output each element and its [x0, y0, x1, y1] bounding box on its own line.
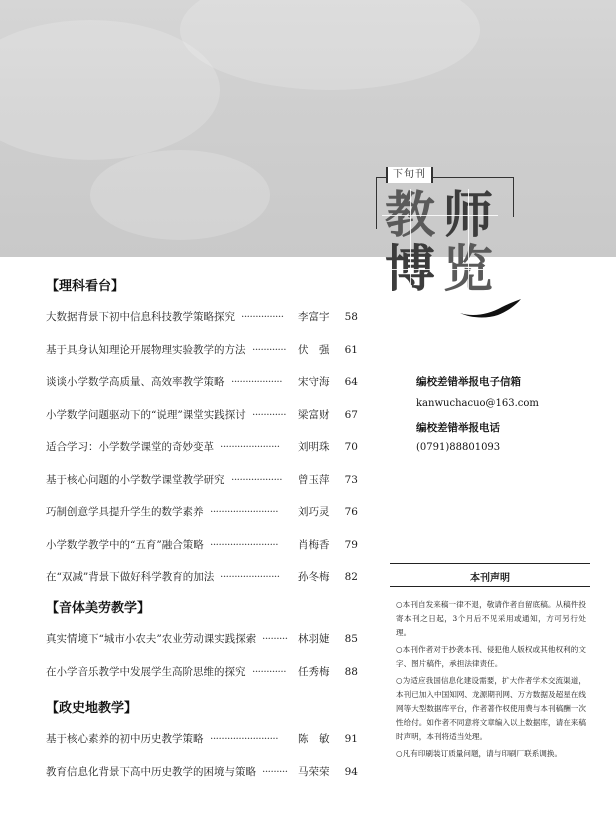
masthead: [376, 167, 516, 307]
brush-stroke-icon: [458, 297, 522, 319]
page-number: 67: [344, 408, 358, 421]
page-number: 85: [344, 633, 358, 645]
dot-leader: ············: [252, 665, 287, 678]
article-author: 曾玉萍: [298, 473, 330, 486]
dot-leader: ·····················: [220, 441, 280, 453]
page-number: 91: [344, 733, 358, 745]
issue-tag: 下旬刊: [386, 167, 433, 183]
article-author: 宋守海: [298, 376, 330, 388]
dot-leader: ························: [210, 506, 279, 518]
toc-entry: [46, 731, 358, 747]
article-author: 梁富财: [298, 408, 330, 421]
toc-entry: [46, 569, 358, 585]
dot-leader: ·····················: [220, 571, 280, 583]
page-number: 73: [344, 473, 358, 486]
section-heading: 【政史地教学】: [46, 701, 138, 716]
cover-band: [0, 0, 616, 257]
article-author: 刘巧灵: [298, 506, 330, 518]
article-title: 小学数学教学中的“五育”融合策略: [46, 538, 204, 551]
article-title: 教育信息化背景下高中历史教学的困境与策略: [46, 765, 256, 778]
toc-entry: [46, 439, 358, 455]
phone-number: (0791)88801093: [416, 442, 501, 453]
toc-entry: [46, 309, 358, 325]
dot-leader: ·········: [262, 765, 288, 778]
statement-body: [396, 598, 586, 764]
article-title: 谈谈小学数学高质量、高效率教学策略: [46, 376, 225, 388]
article-author: 李富宇: [298, 311, 330, 323]
email-label: 编校差错举报电子信箱: [416, 376, 521, 388]
email-address: kanwuchacuo@163.com: [416, 398, 539, 409]
article-title: 真实情境下“城市小农夫”农业劳动课实践探索: [46, 633, 257, 645]
page-number: 82: [344, 571, 358, 583]
toc-entry: [46, 374, 358, 390]
phone-label: 编校差错举报电话: [416, 422, 500, 434]
statement-paragraph: ○本刊自发来稿一律不退，敬请作者自留底稿。从稿件投寄本刊之日起，3个月后不见采用或通知，方可另行处理。: [396, 600, 586, 637]
article-author: 伏 强: [298, 343, 330, 356]
article-title: 小学数学问题驱动下的“说理”课堂实践探讨: [46, 408, 246, 421]
section-heading: 【理科看台】: [46, 279, 125, 294]
article-author: 陈 敏: [298, 733, 330, 745]
article-title: 在小学音乐教学中发展学生高阶思维的探究: [46, 665, 246, 678]
statement-paragraph: ○本刊作者对于抄袭本刊、侵犯他人版权或其他权利的文字、图片稿件，承担法律责任。: [396, 645, 586, 668]
toc-entry: [46, 764, 358, 780]
dot-leader: ························: [210, 538, 279, 551]
article-author: 肖梅香: [298, 538, 330, 551]
page-number: 61: [344, 343, 358, 356]
statement-paragraph: ○凡有印刷装订质量问题，请与印刷厂联系调换。: [396, 749, 563, 758]
page-number: 79: [344, 538, 358, 551]
toc-entry: [46, 472, 358, 488]
page-number: 70: [344, 441, 358, 453]
article-title: 巧制创意学具提升学生的数学素养: [46, 506, 204, 518]
article-author: 任秀梅: [298, 665, 330, 678]
article-title: 基于核心素养的初中历史教学策略: [46, 733, 204, 745]
article-author: 林羽婕: [298, 633, 330, 645]
journal-title: [382, 189, 506, 301]
dot-leader: ··················: [231, 376, 283, 388]
article-title: 基于具身认知理论开展物理实验教学的方法: [46, 343, 246, 356]
statement-paragraph: ○为适应我国信息化建设需要，扩大作者学术交流渠道，本刊已加入中国知网、龙源期刊网、万方数据及超星在线网等大型数据库平台，作者著作权使用费与本刊稿酬一次性给付。如作者不同意将文章编入以上数据库，请在来稿时声明，本刊将适当处理。: [396, 676, 586, 741]
dot-leader: ··················: [231, 473, 283, 486]
article-title: 适合学习：小学数学课堂的奇妙变革: [46, 441, 214, 453]
page-number: 58: [344, 311, 358, 323]
toc-entry: [46, 631, 358, 647]
article-title: 基于核心问题的小学数学课堂教学研究: [46, 473, 225, 486]
toc-entry: [46, 664, 358, 680]
statement-heading: 本刊声明: [470, 573, 510, 584]
toc-entry: [46, 537, 358, 553]
article-title: 在“双减”背景下做好科学教育的加法: [46, 571, 215, 583]
article-author: 马荣荣: [298, 765, 330, 778]
page-number: 94: [344, 765, 358, 778]
article-author: 刘明珠: [298, 441, 330, 453]
dot-leader: ························: [210, 733, 279, 745]
dot-leader: ············: [252, 408, 287, 421]
toc-entry: [46, 342, 358, 358]
dot-leader: ·········: [262, 633, 288, 645]
page-number: 64: [344, 376, 358, 388]
dot-leader: ············: [252, 343, 287, 356]
toc-entry: [46, 407, 358, 423]
section-heading: 【音体美劳教学】: [46, 601, 151, 616]
page-number: 76: [344, 506, 358, 518]
dot-leader: ···············: [241, 311, 284, 323]
page-number: 88: [344, 665, 358, 678]
article-author: 孙冬梅: [298, 571, 330, 583]
article-title: 大数据背景下初中信息科技教学策略探究: [46, 311, 235, 323]
toc-entry: [46, 504, 358, 520]
